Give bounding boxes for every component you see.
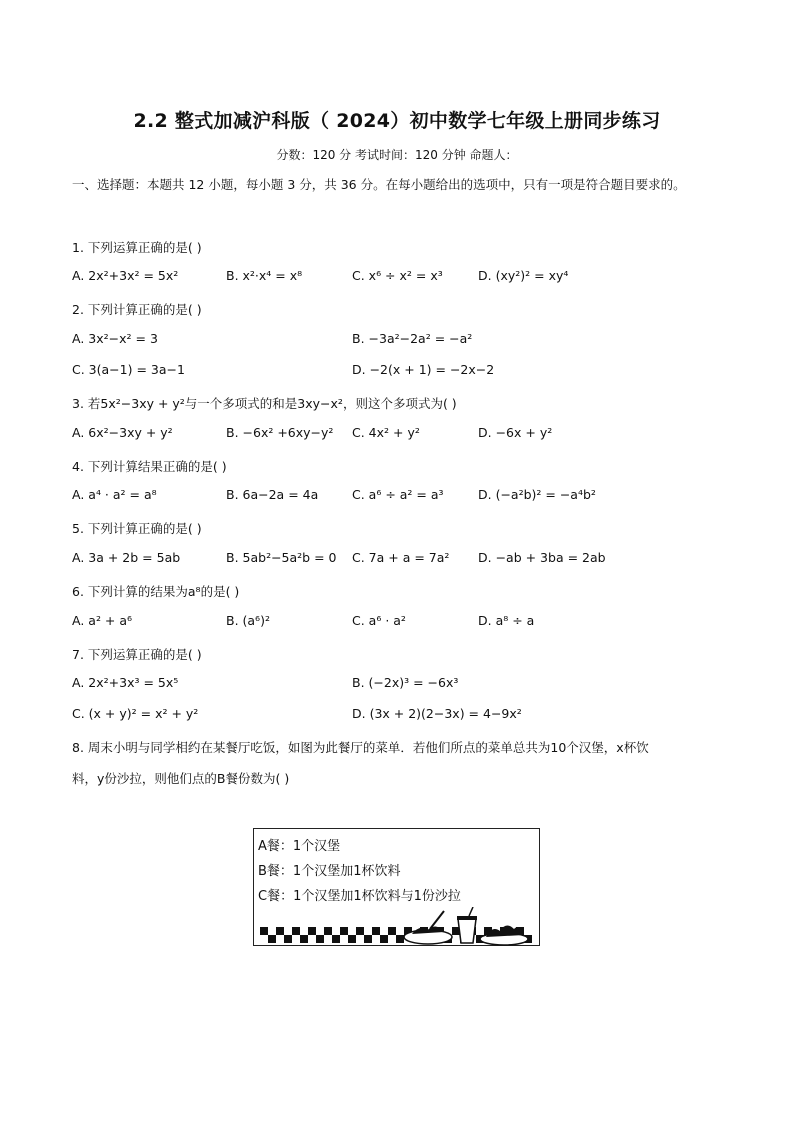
menu-row-c: C餐：1个汉堡加1杯饮料与1份沙拉: [258, 889, 461, 904]
question-7-option-a: A. 2x²+3x³ = 5x⁵: [72, 675, 179, 690]
question-3-option-a: A. 6x²−3xy + y²: [72, 425, 173, 440]
question-2-option-c: C. 3(a−1) = 3a−1: [72, 362, 185, 377]
question-1-option-c: C. x⁶ ÷ x² = x³: [352, 268, 443, 283]
question-6-option-d: D. a⁸ ÷ a: [478, 613, 535, 628]
question-4-stem: 4. 下列计算结果正确的是( ): [72, 459, 227, 474]
page-title: 2.2 整式加减沪科版（ 2024）初中数学七年级上册同步练习: [133, 110, 661, 132]
question-3-option-c: C. 4x² + y²: [352, 425, 420, 440]
question-6-option-c: C. a⁶ · a²: [352, 613, 406, 628]
question-5-option-a: A. 3a + 2b = 5ab: [72, 550, 181, 565]
question-8-stem-line-1: 8. 周末小明与同学相约在某餐厅吃饭，如图为此餐厅的菜单．若他们所点的菜单总共为10个汉堡，x杯饮: [72, 740, 649, 755]
question-7-option-b: B. (−2x)³ = −6x³: [352, 675, 459, 690]
question-1-option-d: D. (xy²)² = xy⁴: [478, 268, 569, 283]
question-5-stem: 5. 下列计算正确的是( ): [72, 521, 202, 536]
question-1-option-a: A. 2x²+3x² = 5x²: [72, 268, 179, 283]
menu-row-a: A餐：1个汉堡: [258, 839, 341, 854]
question-7-option-d: D. (3x + 2)(2−3x) = 4−9x²: [352, 706, 522, 721]
question-1-stem: 1. 下列运算正确的是( ): [72, 240, 202, 255]
question-4-option-c: C. a⁶ ÷ a² = a³: [352, 487, 444, 502]
question-2-option-b: B. −3a²−2a² = −a²: [352, 331, 473, 346]
question-6-option-a: A. a² + a⁶: [72, 613, 133, 628]
question-4-option-a: A. a⁴ · a² = a⁸: [72, 487, 157, 502]
question-3-option-b: B. −6x² +6xy−y²: [226, 425, 334, 440]
question-2-stem: 2. 下列计算正确的是( ): [72, 302, 202, 317]
question-2-option-d: D. −2(x + 1) = −2x−2: [352, 362, 495, 377]
question-5-option-c: C. 7a + a = 7a²: [352, 550, 450, 565]
question-5-option-d: D. −ab + 3ba = 2ab: [478, 550, 606, 565]
food-and-drink-icon: [402, 907, 532, 947]
question-3-stem: 3. 若5x²−3xy + y²与一个多项式的和是3xy−x²，则这个多项式为( ): [72, 396, 457, 411]
question-6-option-b: B. (a⁶)²: [226, 613, 270, 628]
question-7-option-c: C. (x + y)² = x² + y²: [72, 706, 199, 721]
menu-row-b: B餐：1个汉堡加1杯饮料: [258, 864, 401, 879]
question-8-stem-line-2: 料，y份沙拉，则他们点的B餐份数为( ): [72, 771, 290, 786]
question-2-option-a: A. 3x²−x² = 3: [72, 331, 158, 346]
question-4-option-d: D. (−a²b)² = −a⁴b²: [478, 487, 596, 502]
section-heading: 一、选择题：本题共 12 小题，每小题 3 分，共 36 分。在每小题给出的选项中，只有一项是符合题目要求的。: [72, 177, 686, 192]
question-1-option-b: B. x²·x⁴ = x⁸: [226, 268, 303, 283]
question-7-stem: 7. 下列运算正确的是( ): [72, 647, 202, 662]
question-6-stem: 6. 下列计算的结果为a⁸的是( ): [72, 584, 240, 599]
question-4-option-b: B. 6a−2a = 4a: [226, 487, 319, 502]
exam-info: 分数：120 分 考试时间：120 分钟 命题人：: [276, 148, 518, 162]
restaurant-menu-figure: [253, 828, 540, 946]
question-5-option-b: B. 5ab²−5a²b = 0: [226, 550, 337, 565]
question-3-option-d: D. −6x + y²: [478, 425, 553, 440]
